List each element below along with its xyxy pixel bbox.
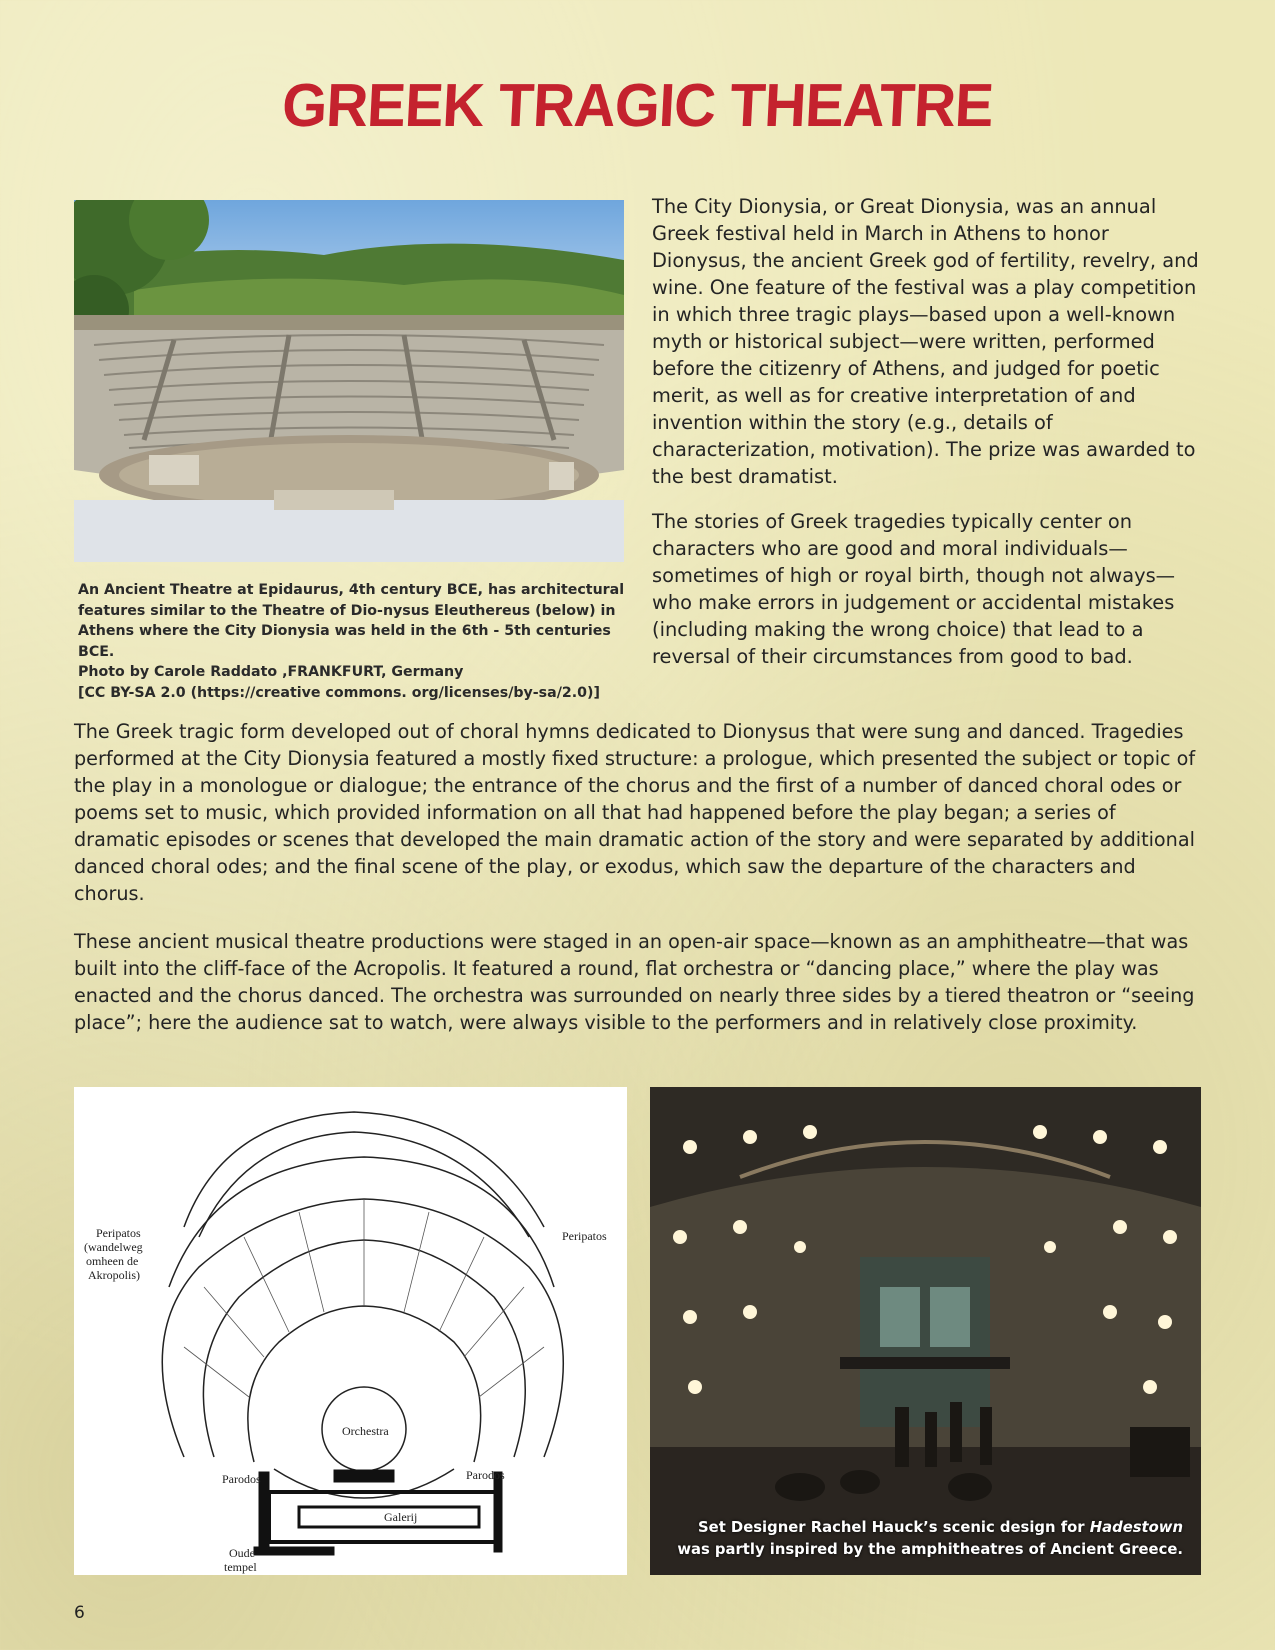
plan-label-galerij: Galerij (384, 1510, 418, 1524)
plan-label-peripatos-left: (wandelweg (84, 1240, 143, 1254)
plan-label-orchestra: Orchestra (342, 1424, 389, 1438)
stage-caption (663, 1517, 1183, 1561)
paragraph-tragic-form: The Greek tragic form developed out of choral hymns dedicated to Dionysus that were sung and danced. Tragedies performed at the City Dionysia featured a mostly fixed structure: a prologue, which presented the subject or topic of the play in a monologue or dialogue; the entrance of the chorus and the first of a number of danced choral odes or poems set to music, which provided information on all that had happened before the play began; a series of dramatic episodes or scenes that developed the main dramatic action of the story and were separated by additional danced choral odes; and the final scene of the play, or exodus, which saw the departure of the characters and chorus. (74, 720, 1196, 905)
caption-line: [CC BY-SA 2.0 (https://creative commons. org/licenses/by-sa/2.0)] (78, 684, 600, 701)
epidaurus-illustration (74, 200, 624, 562)
caption-line: Photo by Carole Raddato ,FRANKFURT, Germany (78, 664, 464, 680)
stage-caption-line-1 (663, 1517, 1183, 1539)
plan-label-peripatos-left: omheen de (86, 1254, 139, 1268)
hadestown-stage-photo (650, 1087, 1201, 1575)
page-title: GREEK TRAGIC THEATRE (280, 71, 995, 140)
caption-line: Athens where the City Dionysia was held in the 6th - 5th centuries BCE. (78, 623, 611, 660)
plan-label-parodos-left: Parodos (222, 1472, 261, 1486)
plan-label-peripatos-left: Peripatos (96, 1226, 141, 1240)
caption-line: An Ancient Theatre at Epidaurus, 4th century BCE, has architectural (78, 582, 625, 598)
plan-label-oude-tempel: tempel (224, 1560, 257, 1574)
stage-caption-line-2: was partly inspired by the amphitheatres of Ancient Greece. (677, 1541, 1183, 1558)
plan-drawing (74, 1087, 627, 1575)
stage-illustration (650, 1087, 1201, 1575)
paragraph-tragedy-characters: The stories of Greek tragedies typically center on characters who are good and moral individuals—sometimes of high or royal birth, though not always—who make errors in judgement or accidental mistakes (including making the wrong choice) that lead to a reversal of their circumstances from good to bad. (652, 510, 1176, 668)
caption-line: features similar to the Theatre of Dio-nysus Eleuthereus (below) in (78, 602, 616, 619)
intro-column (652, 193, 1207, 688)
photo-caption (78, 580, 638, 703)
plan-label-parodos-right: Parodos (466, 1468, 505, 1482)
stage-caption-show-title: Hadestown (1089, 1519, 1183, 1536)
plan-label-oude-tempel: Oude (229, 1546, 255, 1560)
epidaurus-theatre-photo (74, 200, 624, 562)
theatre-plan-diagram (74, 1087, 627, 1575)
stage-caption-prefix: Set Designer Rachel Hauck’s scenic design for (698, 1519, 1090, 1536)
paragraph-city-dionysia: The City Dionysia, or Great Dionysia, was an annual Greek festival held in March in Athens to honor Dionysus, the ancient Greek god of fertility, revelry, and wine. One feature of the festival was a play competition in which three tragic plays—based upon a well-known myth or historical subject—were written, performed before the citizenry of Athens, and judged for poetic merit, as well as for creative interpretation of and invention within the story (e.g., details of characterization, motivation). The prize was awarded to the best dramatist. (652, 195, 1199, 488)
page-number: 6 (74, 1603, 85, 1623)
plan-label-peripatos-right: Peripatos (562, 1229, 607, 1243)
plan-label-peripatos-left: Akropolis) (88, 1268, 140, 1282)
paragraph-amphitheatre: These ancient musical theatre productions were staged in an open-air space—known as an amphitheatre—that was built into the cliff-face of the Acropolis. It featured a round, flat orchestra or “dancing place,” where the play was enacted and the chorus danced. The orchestra was surrounded on nearly three sides by a tiered theatron or “seeing place”; here the audience sat to watch, were always visible to the performers and in relatively close proximity. (74, 930, 1195, 1034)
